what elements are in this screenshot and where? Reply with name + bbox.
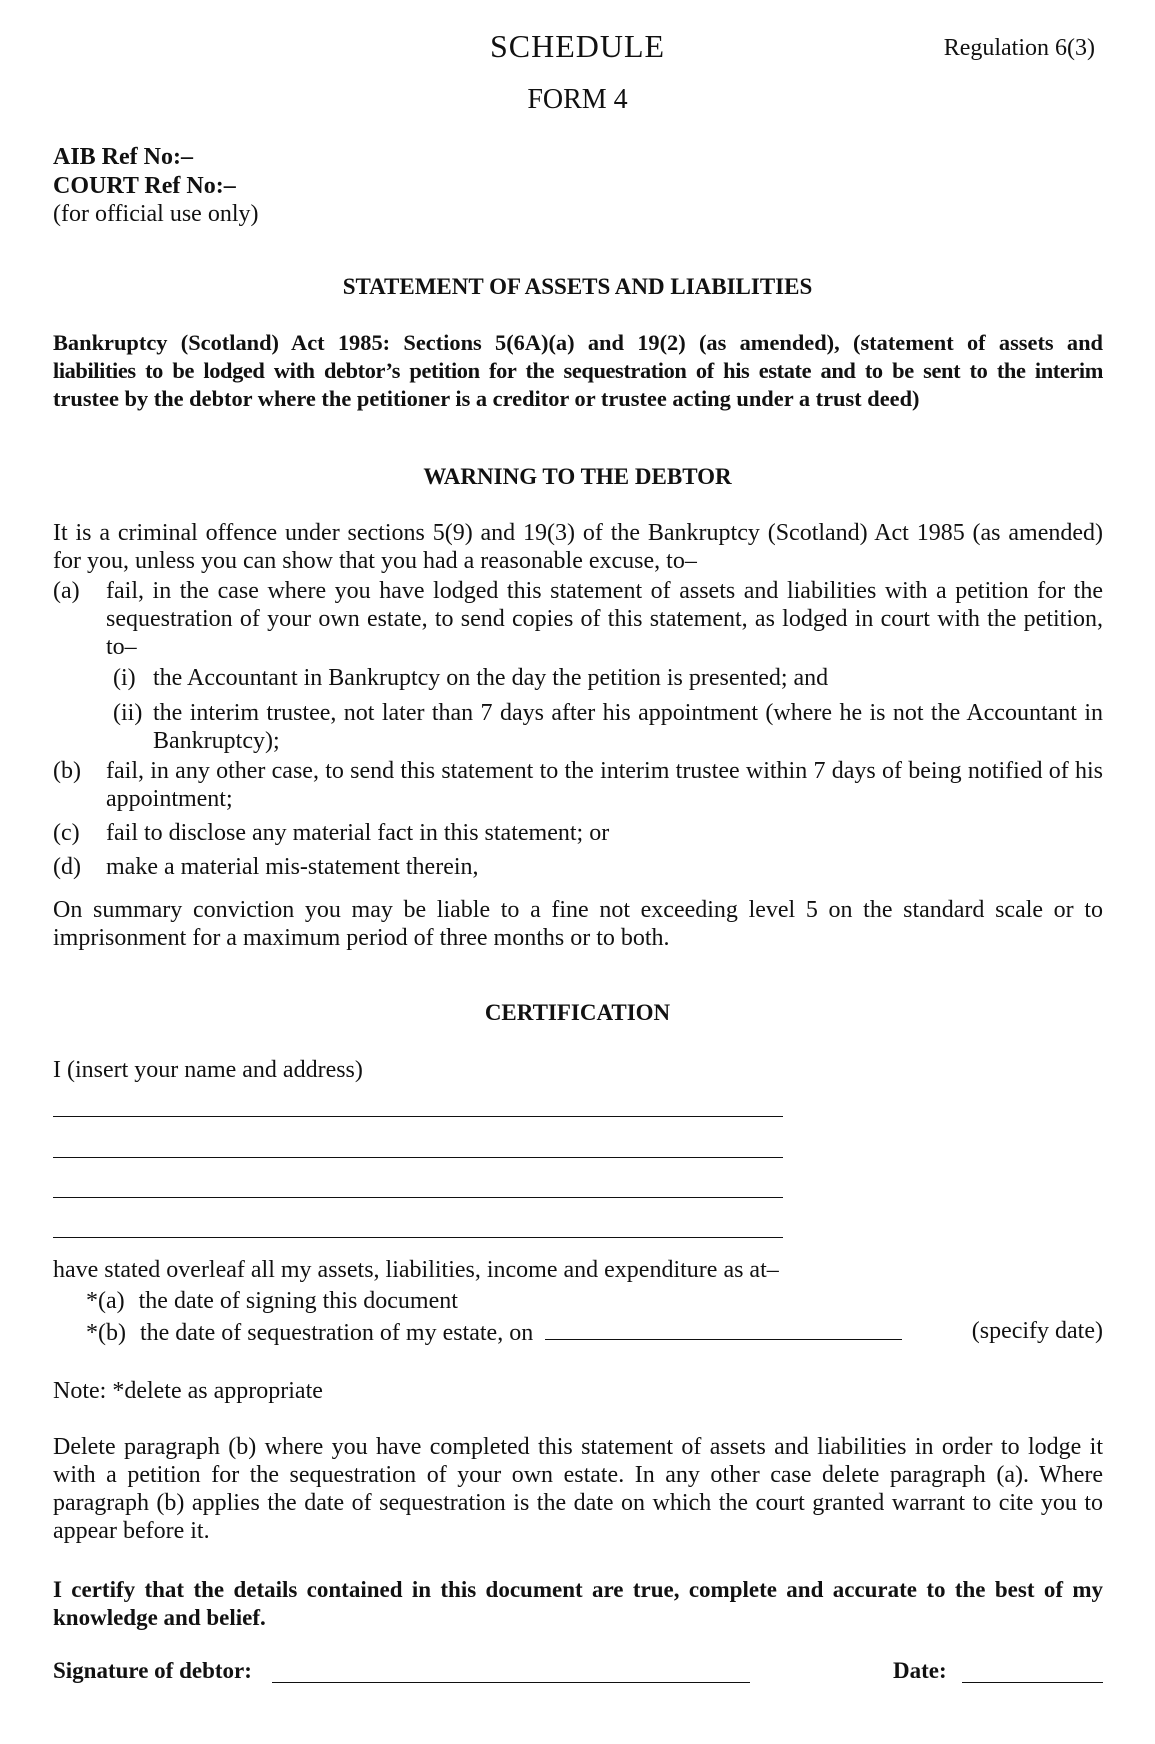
subitem-text: the interim trustee, not later than 7 days after his appointment (where he is not the Accountant in Bankruptcy);: [153, 700, 1103, 754]
signature-field[interactable]: [272, 1682, 750, 1683]
official-use-note: (for official use only): [53, 201, 259, 227]
name-address-line-4[interactable]: [53, 1237, 783, 1238]
name-address-line-2[interactable]: [53, 1157, 783, 1158]
item-label: (b): [53, 758, 81, 784]
option-a-label: *(a): [86, 1288, 125, 1314]
warning-heading: WARNING TO THE DEBTOR: [423, 464, 732, 489]
item-label: (a): [53, 578, 80, 604]
act-reference-line-2: liabilities to be lodged with debtor’s petition for the sequestration of his estate and to be sent to the interim: [53, 358, 1103, 383]
aib-ref-label: AIB Ref No:–: [53, 144, 193, 170]
specify-date-label: (specify date): [971, 1318, 1103, 1344]
name-address-line-1[interactable]: [53, 1116, 783, 1117]
certify-statement: I certify that the details contained in this document are true, complete and accurate to the best of my knowledge and belief.: [53, 1577, 1103, 1630]
item-text: fail to disclose any material fact in this statement; or: [106, 820, 610, 846]
item-label: (d): [53, 854, 81, 880]
act-reference-line-1: Bankruptcy (Scotland) Act 1985: Sections 5(6A)(a) and 19(2) (as amended), (statement of assets and: [53, 330, 1103, 355]
stated-overleaf-text: have stated overleaf all my assets, liabilities, income and expenditure as at–: [53, 1257, 779, 1283]
penalty-text: On summary conviction you may be liable to a fine not exceeding level 5 on the standard scale or to imprisonment for a maximum period of three months or to both.: [53, 897, 1103, 951]
option-b: [86, 1317, 1103, 1347]
option-a: [86, 1287, 458, 1315]
regulation-reference: Regulation 6(3): [943, 35, 1095, 61]
name-address-line-3[interactable]: [53, 1197, 783, 1198]
act-reference-line-3: trustee by the debtor where the petitioner is a creditor or trustee acting under a trust deed): [53, 386, 920, 411]
name-address-prompt: I (insert your name and address): [53, 1057, 363, 1083]
option-b-label: *(b): [86, 1320, 126, 1346]
schedule-heading: SCHEDULE: [489, 28, 666, 64]
option-a-text: the date of signing this document: [138, 1288, 458, 1314]
item-text: make a material mis-statement therein,: [106, 854, 479, 880]
warning-item-a: [53, 577, 1103, 667]
subitem-label: (ii): [113, 700, 143, 726]
court-ref-label: COURT Ref No:–: [53, 173, 236, 199]
subitem-text: the Accountant in Bankruptcy on the day the petition is presented; and: [153, 665, 829, 691]
instructions-text: Delete paragraph (b) where you have completed this statement of assets and liabilities in order to lodge it with a petition for the sequestration of your own estate. In any other case delete paragraph (a). Where paragraph (b) applies the date of sequestration is the date on which the court granted warrant to cite you to appear before it.: [53, 1434, 1103, 1544]
delete-note: Note: *delete as appropriate: [53, 1378, 323, 1404]
signature-label: Signature of debtor:: [53, 1658, 252, 1683]
sequestration-date-field[interactable]: [545, 1317, 902, 1340]
form-number: FORM 4: [527, 84, 628, 115]
date-field[interactable]: [962, 1682, 1103, 1683]
item-text: fail, in any other case, to send this statement to the interim trustee within 7 days of being notified of his appointment;: [106, 758, 1103, 812]
certification-heading: CERTIFICATION: [484, 1000, 671, 1025]
item-text: fail, in the case where you have lodged this statement of assets and liabilities with a petition for the sequestration of your own estate, to send copies of this statement, as lodged in court with the petition, to–: [106, 578, 1103, 660]
date-label: Date:: [893, 1658, 947, 1683]
item-label: (c): [53, 820, 80, 846]
option-b-text: the date of sequestration of my estate, on: [139, 1320, 534, 1346]
subitem-label: (i): [113, 665, 136, 691]
warning-intro: It is a criminal offence under sections 5(9) and 19(3) of the Bankruptcy (Scotland) Act 1985 (as amended) for you, unless you can show that you had a reasonable excuse, to–: [53, 520, 1103, 574]
statement-title: STATEMENT OF ASSETS AND LIABILITIES: [342, 274, 813, 299]
